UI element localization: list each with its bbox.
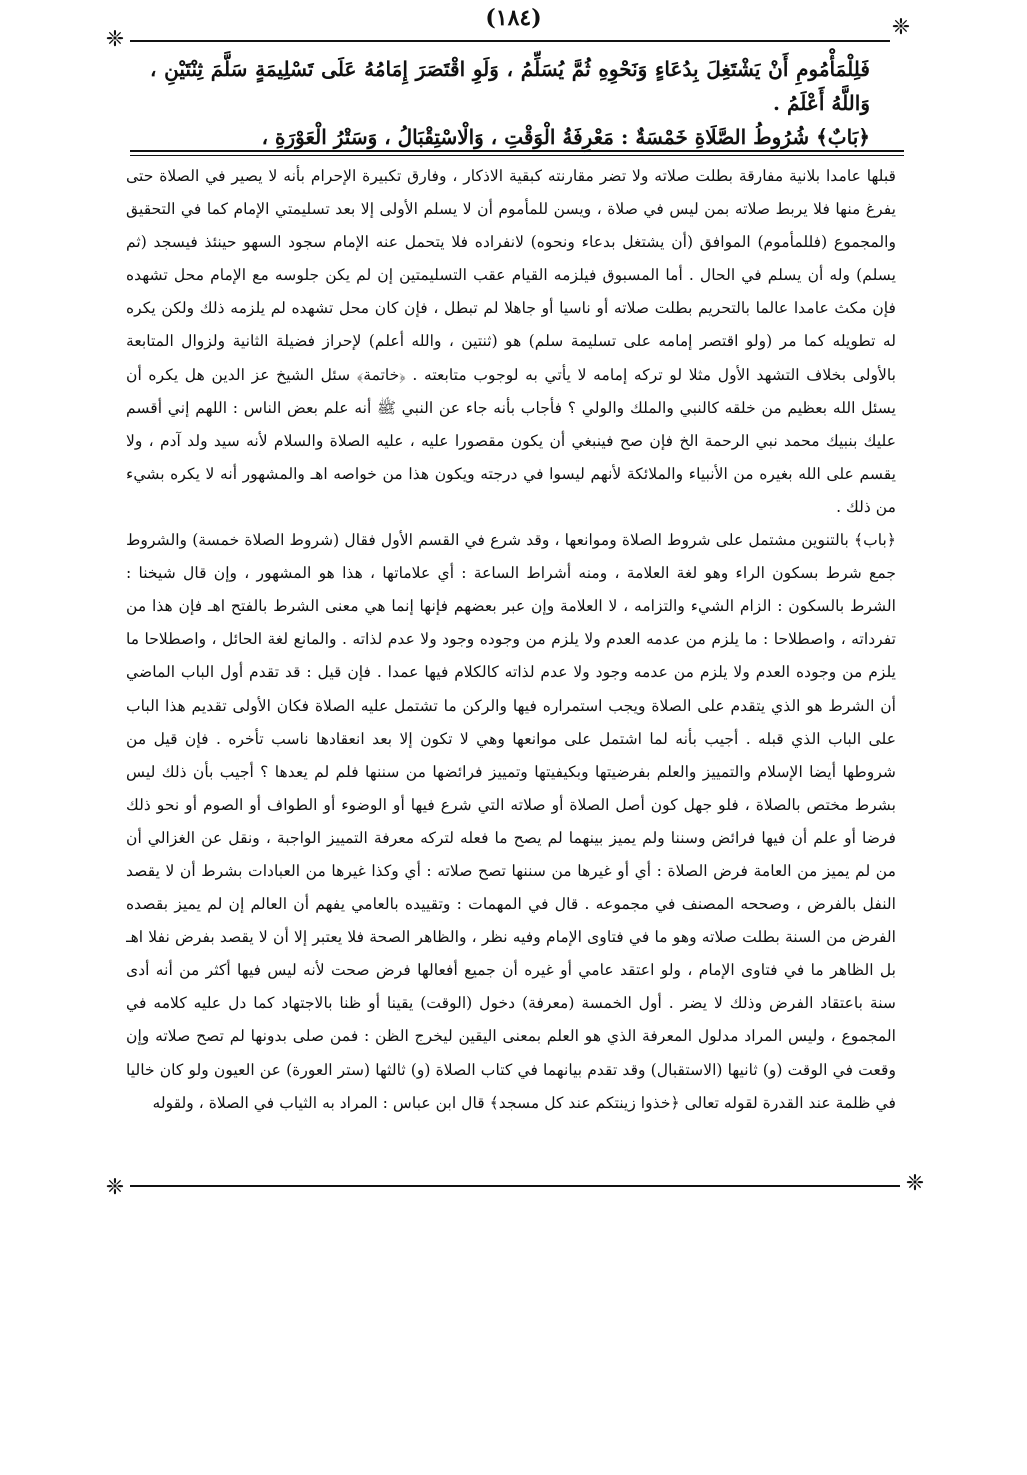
commentary-paragraph: قبلها عامدا بلانية مفارقة بطلت صلاته ولا تضر مقارنته كبقية الاذكار ، وفارق تكبيرة الإحرام بأنه لا يصير في الصلاة حتى يفرغ منها فلا يربط صلاته بمن ليس في صلاة ، ويسن للمأموم أن لا يسلم الأولى إلا بعد تسليمتي الإمام كما في التحقيق والمجموع (فللمأموم) الموافق (أن يشتغل بدعاء ونحوه) لانفراده فلا يتحمل عنه الإمام سجود السهو حينئذ فيسجد (ثم يسلم) وله أن يسلم في الحال . أما المسبوق فيلزمه القيام عقب التسليمتين إن لم يكن جلوسه مع الإمام محل تشهده فإن مكث عامدا عالما بالتحريم بطلت صلاته أو ناسيا أو جاهلا لم تبطل ، فإن كان محل تشهده لم يلزمه ذلك ولكن يكره له تطويله كما مر (ولو اقتصر إمامه على تسليمة سلم) هو (ثنتين ، والله أعلم) لإحراز فضيلة الثانية ولزوال المتابعة بالأولى بخلاف التشهد الأول مثلا لو تركه إمامه لا يأتي به لوجوب متابعته . ﴿خاتمة﴾ سئل الشيخ عز الدين هل يكره أن يسئل الله بعظيم من خلقه كالنبي والملك والولي ؟ فأجاب بأنه جاء عن النبي ﷺ أنه علم بعض الناس : اللهم إني أقسم عليك بنبيك محمد نبي الرحمة الخ فإن صح فينبغي أن يكون مقصورا عليه ، عليه الصلاة والسلام لأنه سيد ولد آدم ، ولا يقسم على الله بغيره من الأنبياء والملائكة لأنهم ليسوا في درجته ويكون هذا من خواصه اهـ والمشهور أنه لا يكره بشيء من ذلك . xyxy=(126,167,896,516)
commentary-paragraph: ﴿باب﴾ بالتنوين مشتمل على شروط الصلاة وموانعها ، وقد شرع في القسم الأول فقال (شروط الصلاة خمسة) والشروط جمع شرط بسكون الراء وهو لغة العلامة ، ومنه أشراط الساعة : أي علاماتها ، هذا هو المشهور ، وإن قال شيخنا : الشرط بالسكون : الزام الشيء والتزامه ، لا العلامة وإن عبر بعضهم فإنها إنما هي معنى الشرط بالفتح اهـ فإن هذا من تفرداته ، واصطلاحا : ما يلزم من عدمه العدم ولا يلزم من وجوده وجود ولا عدم لذاته . والمانع لغة الحائل ، واصطلاحا ما يلزم من وجوده العدم ولا يلزم من عدمه وجود ولا عدم لذاته كالكلام فيها عمدا . فإن قيل : قد تقدم أول الباب الماضي أن الشرط هو الذي يتقدم على الصلاة ويجب استمراره فيها والركن ما تشتمل عليه الصلاة فكان الأولى تقديم هذا الباب على الباب الذي قبله . أجيب بأنه لما اشتمل على موانعها وهي لا تكون إلا بعد انعقادها ناسب تأخره . فإن قيل من شروطها أيضا الإسلام والتمييز والعلم بفرضيتها وبكيفيتها وتمييز فرائضها من سننها فلم لم يعدها ؟ أجيب بأن ذلك ليس بشرط مختص بالصلاة ، فلو جهل كون أصل الصلاة أو صلاته التي شرع فيها أو الوضوء أو الطواف أو الصوم أو نحو ذلك فرضا أو علم أن فيها فرائض وسننا ولم يميز بينهما لم يصح ما فعله لتركه معرفة التمييز الواجبة ، ونقل عن الغزالي أن من لم يميز من العامة فرض الصلاة : أي أو غيرها من سننها تصح صلاته : أي وكذا غيرها من العبادات بشرط أن لا يقصد النفل بالفرض ، وصححه المصنف في مجموعه . قال في المهمات : وتقييده بالعامي يفهم أن العالم إن لم يميز بقصده الفرض من السنة بطلت صلاته وهو ما في فتاوى الإمام وفيه نظر ، والظاهر الصحة فلا يعتبر إلا أن لا يقصد بفرض نفلا اهـ بل الظاهر ما في فتاوى الإمام ، ولو اعتقد عامي أو غيره أن جميع أفعالها فرض صحت لأنه ليس فيها أكثر من أنه أدى سنة باعتقاد الفرض وذلك لا يضر . أول الخمسة (معرفة) دخول (الوقت) يقينا أو ظنا بالاجتهاد كما دل عليه كلامه في المجموع ، وليس المراد مدلول المعرفة الذي هو العلم بمعنى اليقين ليخرج الظن : فمن صلى بدونها لم تصح صلاته وإن وقعت في الوقت (و) ثانيها (الاستقبال) وقد تقدم بيانهما في كتاب الصلاة (و) ثالثها (ستر العورة) عن العيون ولو كان خاليا في ظلمة عند القدرة لقوله تعالى ﴿خذوا زينتكم عند كل مسجد﴾ قال ابن عباس : المراد به الثياب في الصلاة ، ولقوله xyxy=(126,531,896,1112)
page-number: (١٨٤) xyxy=(485,5,542,31)
ornament-icon: ❈ xyxy=(105,27,125,52)
commentary xyxy=(126,160,896,1180)
ornament-icon: ❈ xyxy=(891,15,911,40)
ornament-icon: ❈ xyxy=(905,1171,925,1196)
separator-rule-inner xyxy=(130,155,904,156)
top-rule xyxy=(130,40,890,42)
chapter-heading: ﴿بَابٌ﴾ شُرُوطُ الصَّلَاةِ خَمْسَةٌ : مَعْرِفَةُ الْوَقْتِ ، وَالْاسْتِقْبَالُ ، وَسَتْرُ الْعَوْرَةِ ، xyxy=(261,125,870,149)
main-text xyxy=(150,52,870,154)
ornament-icon: ❈ xyxy=(105,1175,125,1200)
main-text-line: فَلِلْمَأْمُومِ أَنْ يَشْتَغِلَ بِدُعَاءٍ وَنَحْوِهِ ثُمَّ يُسَلِّمُ ، وَلَوِ اقْتَصَرَ إِمَامُهُ عَلَى تَسْلِيمَةٍ سَلَّمَ ثِنْتَيْنِ ، وَاللَّهُ أَعْلَمُ . xyxy=(150,57,870,115)
bottom-rule xyxy=(130,1185,900,1187)
